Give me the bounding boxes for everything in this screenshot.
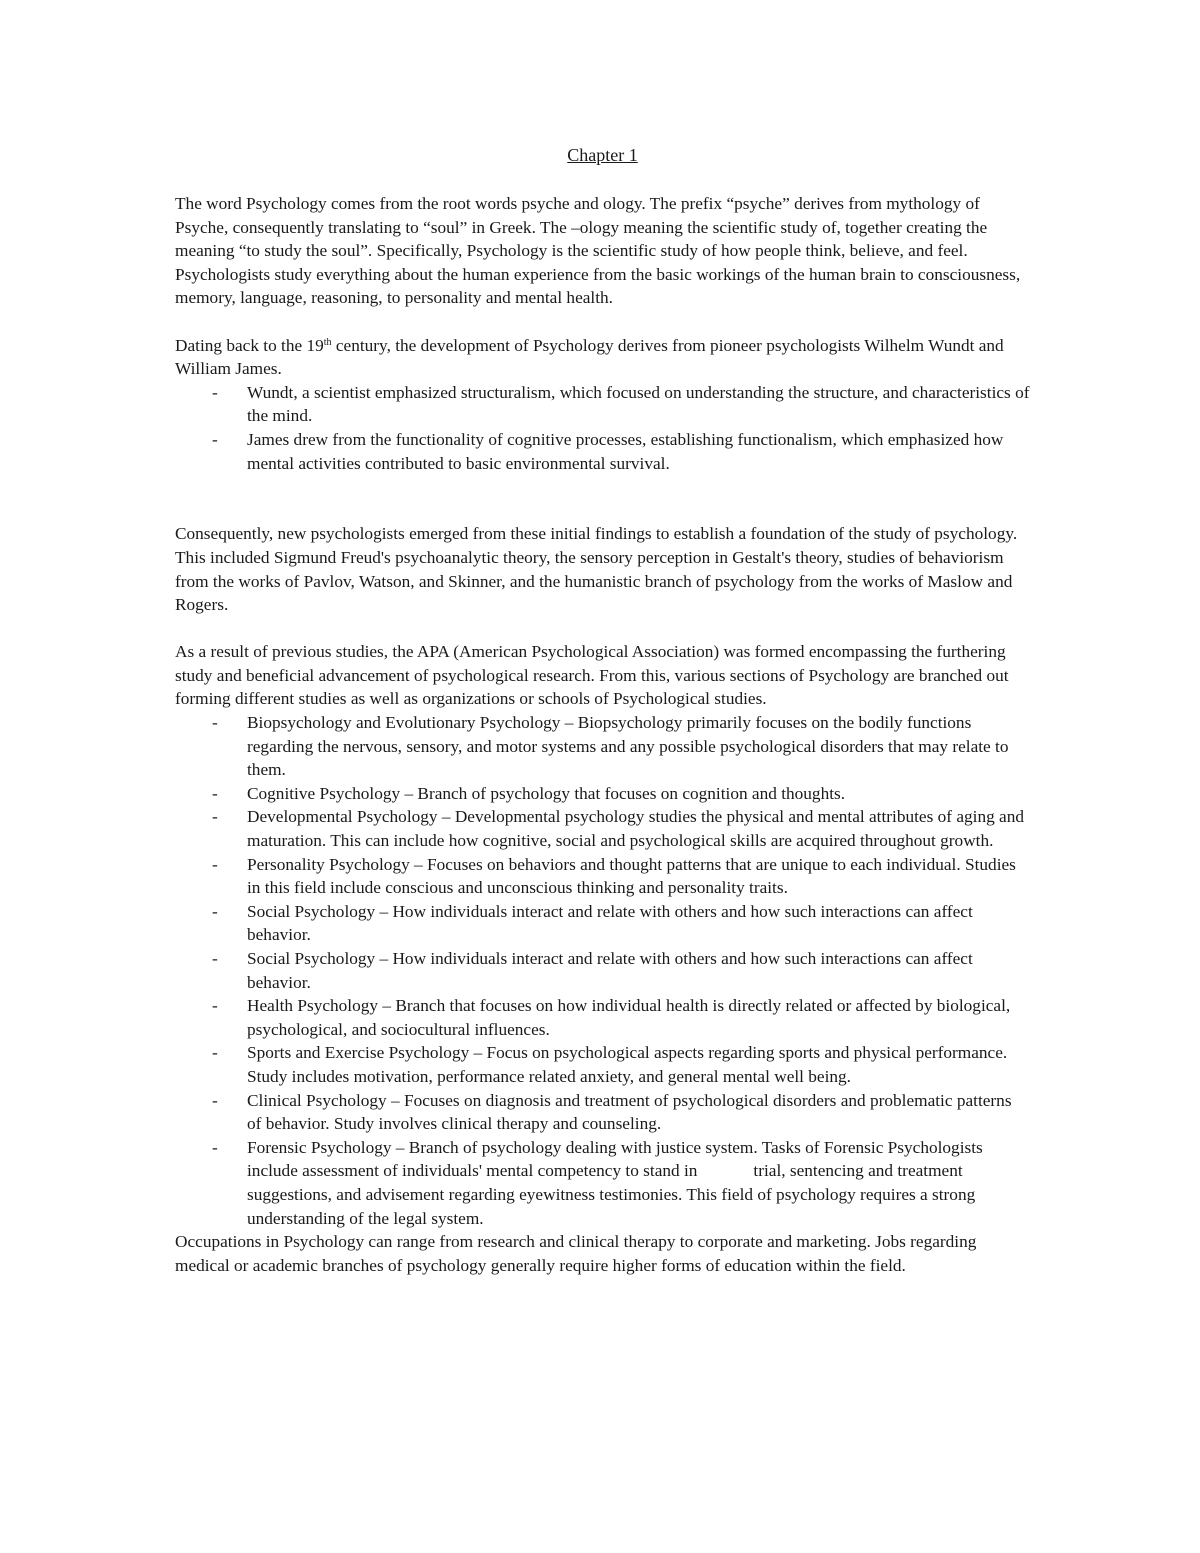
list-item [175,900,1030,947]
intro-paragraph: The word Psychology comes from the root words psyche and ology. The prefix “psyche” derives from mythology of Psyche, consequently translating to “soul” in Greek. The –ology meaning the scientific study of, together creating the meaning “to study the soul”. Specifically, Psychology is the scientific study of how people think, believe, and feel. Psychologists study everything about the human experience from the basic workings of the human brain to consciousness, memory, language, reasoning, to personality and mental health. [175,194,1021,308]
forensic-text-start: Forensic Psychology – Branch of psychology dealing with justice system. Tasks of Forensic Psychologists include assessment of individuals' mental competency to stand in [247,1137,983,1181]
paragraph-spacer [175,310,1030,334]
document-body [175,142,1030,1277]
list-item [175,711,1030,782]
dash-bullet: - [212,1043,218,1063]
dash-bullet: - [212,1137,218,1157]
list-item-text: Social Psychology – How individuals interact and relate with others and how such interactions can affect behavior. [247,949,973,992]
occupations-paragraph: Occupations in Psychology can range from research and clinical therapy to corporate and marketing. Jobs regarding medical or academic branches of psychology generally require higher forms of education within the field. [175,1232,977,1275]
paragraph-spacer [175,617,1030,641]
history-paragraph [175,334,1030,381]
list-item-text: Biopsychology and Evolutionary Psychology – Biopsychology primarily focuses on the bodily functions regarding the nervous, sensory, and motor systems and any possible psychological disorders that may relate to them. [247,713,1009,780]
history-text-end: century, the development of Psychology derives from pioneer psychologists Wilhelm Wundt and William James. [175,335,1004,379]
list-item [175,1136,1030,1230]
dash-bullet: - [212,382,218,402]
schools-paragraph: Consequently, new psychologists emerged from these initial findings to establish a foundation of the study of psychology. This included Sigmund Freud's psychoanalytic theory, the sensory perception in Gestalt's theory, studies of behaviorism from the works of Pavlov, Watson, and Skinner, and the humanistic branch of psychology from the works of Maslow and Rogers. [175,524,1018,615]
paragraph-spacer [175,499,1030,523]
list-item-text: Health Psychology – Branch that focuses on how individual health is directly related or affected by biological, psychological, and sociocultural influences. [247,996,1011,1039]
pioneers-list [175,381,1030,475]
list-item-text: Developmental Psychology – Developmental psychology studies the physical and mental attributes of aging and maturation. This can include how cognitive, social and psychological skills are acquired throughout growth. [247,807,1025,851]
list-item [175,381,1030,428]
apa-paragraph: As a result of previous studies, the APA (American Psychological Association) was formed encompassing the furthering study and beneficial advancement of psychological research. From this, various sections of Psychology are branched out forming different studies as well as organizations or schools of Psychological studies. [175,642,1009,709]
dash-bullet: - [212,854,218,874]
list-item [175,947,1030,994]
paragraph-spacer [175,475,1030,499]
list-item-text: James drew from the functionality of cognitive processes, establishing functionalism, which emphasized how mental activities contributed to basic environmental survival. [247,429,1004,473]
list-item-text: Clinical Psychology – Focuses on diagnosis and treatment of psychological disorders and problematic patterns of behavior. Study involves clinical therapy and counseling. [247,1090,1012,1134]
forensic-text-end: trial, sentencing and treatment suggestions, and advisement regarding eyewitness testimonies. This field of psychology requires a strong understanding of the legal system. [247,1161,976,1228]
dash-bullet: - [212,1090,218,1110]
list-item [175,853,1030,900]
dash-bullet: - [212,713,218,733]
dash-bullet: - [212,429,218,449]
list-item [175,805,1030,852]
dash-bullet: - [212,996,218,1016]
list-item-text: Cognitive Psychology – Branch of psychology that focuses on cognition and thoughts. [247,783,846,803]
list-item [175,782,1030,806]
list-item [175,1041,1030,1088]
history-text-start: Dating back to the 19 [175,335,324,355]
list-item-text: Social Psychology – How individuals interact and relate with others and how such interactions can affect behavior. [247,901,973,945]
branches-list [175,711,1030,1230]
list-item-text: Personality Psychology – Focuses on behaviors and thought patterns that are unique to each individual. Studies in this field include conscious and unconscious thinking and personality traits. [247,854,1016,898]
dash-bullet: - [212,783,218,803]
chapter-title: Chapter 1 [567,145,638,165]
list-item [175,428,1030,475]
list-item [175,994,1030,1041]
dash-bullet: - [212,949,218,968]
list-item-text: Wundt, a scientist emphasized structuralism, which focused on understanding the structure, and characteristics of the mind. [247,382,1030,426]
dash-bullet: - [212,807,218,827]
list-item [175,1089,1030,1136]
list-item-text: Sports and Exercise Psychology – Focus on psychological aspects regarding sports and physical performance. Study includes motivation, performance related anxiety, and general mental well being. [247,1043,1008,1086]
dash-bullet: - [212,901,218,921]
ordinal-superscript: th [323,336,332,348]
